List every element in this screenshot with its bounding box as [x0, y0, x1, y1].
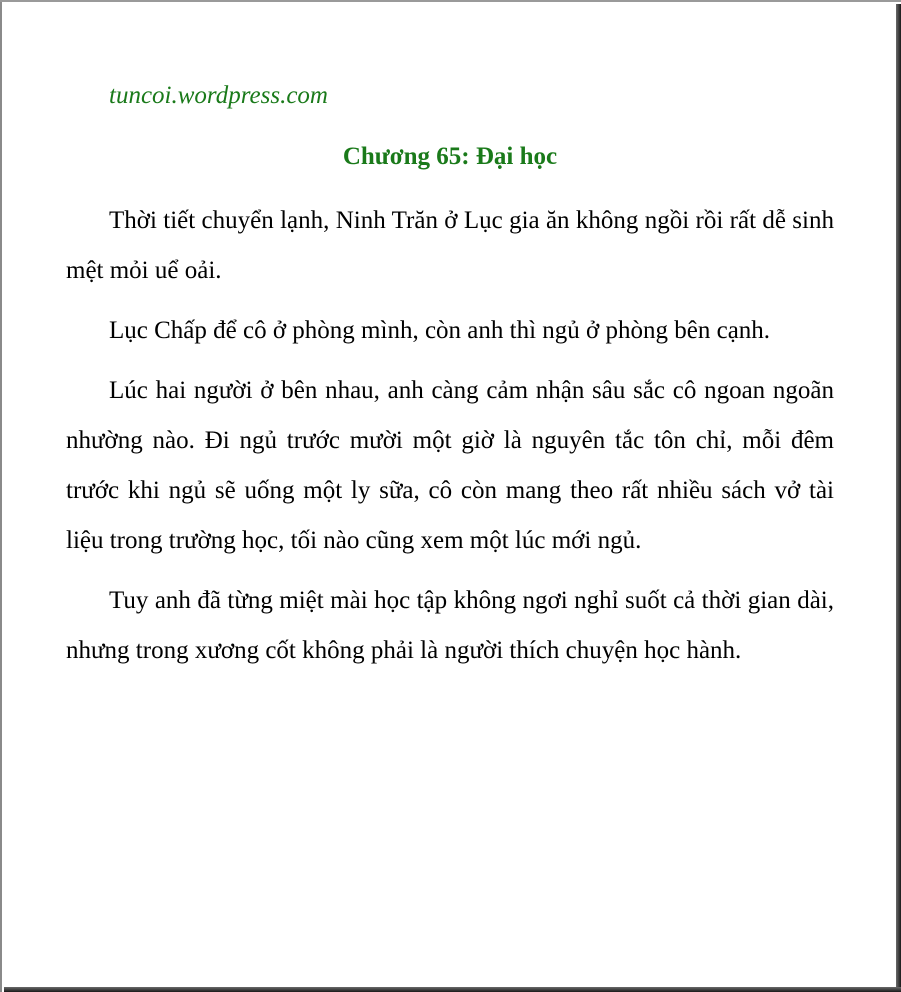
source-site: tuncoi.wordpress.com	[109, 82, 328, 109]
chapter-title: Chương 65: Đại học	[342, 143, 558, 170]
page-shadow-right	[896, 4, 901, 992]
chapter-body	[66, 196, 834, 686]
page-shadow-bottom	[4, 987, 901, 992]
paragraph: Thời tiết chuyển lạnh, Ninh Trăn ở Lục gia ăn không ngồi rồi rất dễ sinh mệt mỏi uể oải.	[66, 207, 834, 284]
paragraph: Lúc hai người ở bên nhau, anh càng cảm nhận sâu sắc cô ngoan ngoãn nhường nào. Đi ngủ trước mười một giờ là nguyên tắc tôn chỉ, mỗi đêm trước khi ngủ sẽ uống một ly sữa, cô còn mang theo rất nhiều sách vở tài liệu trong trường học, tối nào cũng xem một lúc mới ngủ.	[66, 377, 834, 554]
paragraph: Lục Chấp để cô ở phòng mình, còn anh thì ngủ ở phòng bên cạnh.	[109, 317, 771, 344]
paragraph: Tuy anh đã từng miệt mài học tập không ngơi nghỉ suốt cả thời gian dài, nhưng trong xương cốt không phải là người thích chuyện học hành.	[66, 587, 834, 664]
page-border-top	[0, 0, 901, 2]
page-border-left	[0, 0, 2, 992]
